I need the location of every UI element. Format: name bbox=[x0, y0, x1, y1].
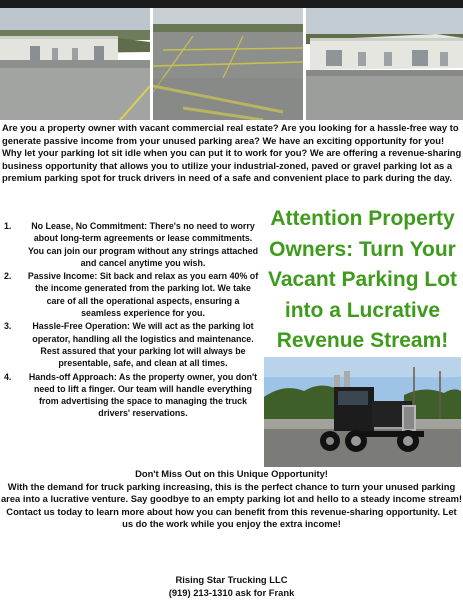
headline-line: Revenue Stream! bbox=[276, 329, 449, 352]
semi-truck-photo bbox=[264, 357, 461, 467]
intro-paragraph-1: Are you a property owner with vacant commercial real estate? Are you looking for a hassle-free way to generate passive income from your unused parking area? We have an exciting opportunity for you! bbox=[2, 122, 459, 146]
list-item-text: Hassle-Free Operation: We will act as the parking lot operator, handling all the logistics and maintenance. Rest assured that your parking lot will always be presentable, safe, and clean at all times. bbox=[32, 321, 254, 369]
closing-section bbox=[0, 468, 463, 531]
list-number: 4. bbox=[4, 371, 12, 382]
list-item bbox=[0, 320, 262, 369]
company-name: Rising Star Trucking LLC bbox=[175, 574, 288, 585]
building-parking-lot-photo-1 bbox=[0, 8, 150, 120]
headline-line: into a Lucrative bbox=[284, 298, 441, 322]
list-item bbox=[0, 371, 262, 420]
closing-heading: Don't Miss Out on this Unique Opportunity! bbox=[135, 468, 328, 479]
contact-info: (919) 213-1310 ask for Frank bbox=[168, 587, 295, 598]
headline-line: Owners: Turn Your bbox=[269, 237, 456, 261]
intro-paragraph-2: Why let your parking lot sit idle when you can put it to work for you? We are offering a revenue-sharing business opportunity that allows you to utilize your industrial-zoned, paved or gravel parking lot as a premium parking spot for truck drivers in need of a safe and convenient place to park during the day. bbox=[2, 147, 462, 184]
empty-parking-lot-photo bbox=[153, 8, 303, 120]
list-item-text: No Lease, No Commitment: There's no need to worry about long-term agreements or lease commitments. You can join our program without any strings attached and cancel anytime you wish. bbox=[27, 221, 259, 268]
benefits-list bbox=[0, 220, 262, 421]
top-bar bbox=[0, 0, 463, 8]
building-parking-lot-photo-2 bbox=[306, 8, 463, 120]
headline-line: Attention Property bbox=[270, 207, 455, 230]
list-number: 3. bbox=[4, 321, 12, 332]
intro-section bbox=[2, 122, 462, 185]
closing-paragraph-1: With the demand for truck parking increasing, this is the perfect chance to turn your unused parking area into a lucrative venture. Say goodbye to an empty parking lot and hello to a steady income stream! bbox=[0, 480, 463, 505]
headline-line: Vacant Parking Lot bbox=[267, 268, 458, 291]
list-item bbox=[0, 220, 262, 269]
list-number: 1. bbox=[4, 221, 12, 231]
list-item-text: Hands-off Approach: As the property owner, you don't need to lift a finger. Our team will handle everything from advertising the space to managing the truck drivers' reservations. bbox=[28, 371, 258, 419]
list-item-text: Passive Income: Sit back and relax as you earn 40% of the income generated from the parking lot. We take care of all the operational aspects, ensuring a seamless experience for you. bbox=[27, 271, 259, 319]
headline bbox=[262, 204, 463, 357]
photo-strip bbox=[0, 8, 463, 120]
closing-paragraph-2: Contact us today to learn more about how you can benefit from this revenue-sharing opportunity. Let us do the work while you enjoy the extra income! bbox=[6, 505, 457, 530]
footer bbox=[0, 573, 463, 599]
list-number: 2. bbox=[4, 271, 12, 282]
list-item bbox=[0, 270, 262, 319]
